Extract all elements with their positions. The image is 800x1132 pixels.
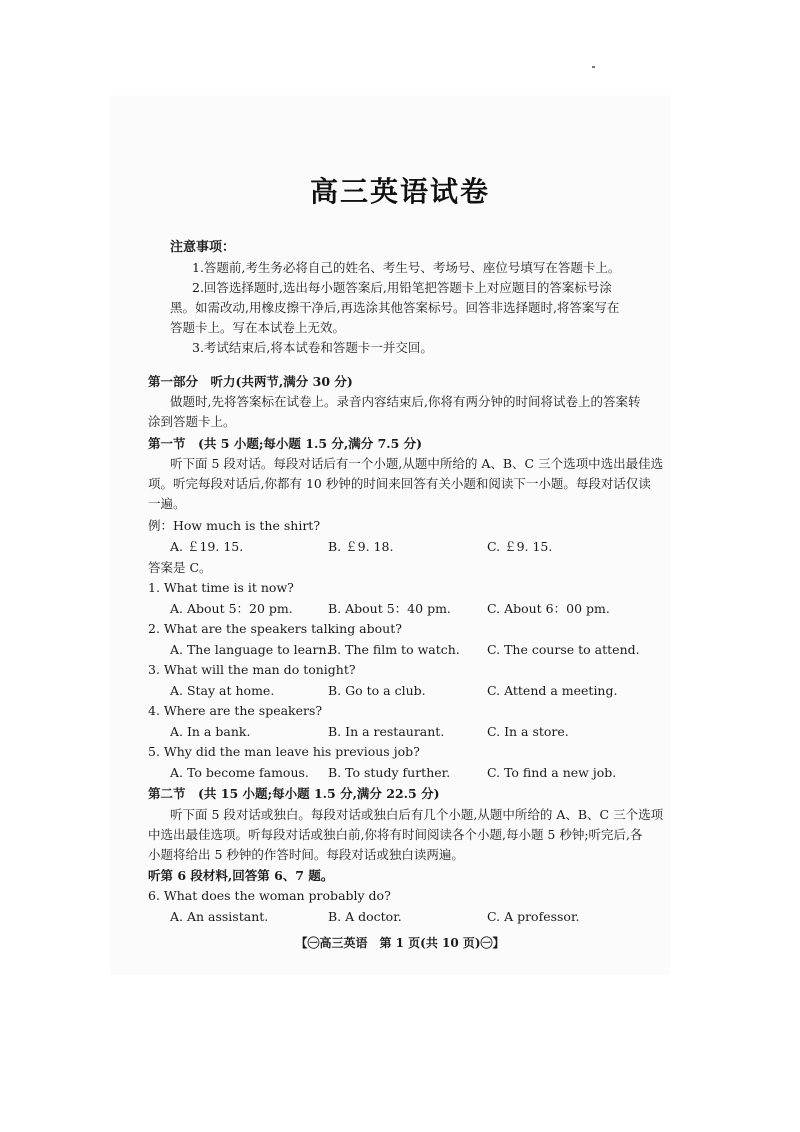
question-3-option-a: A. Stay at home.	[170, 683, 275, 698]
section2-instr-line-2: 中选出最佳选项。听每段对话或独白前,你将有时间阅读各个小题,每小题 5 秒钟;听完后,各	[148, 827, 643, 842]
question-1-option-c: C. About 6：00 pm.	[487, 601, 610, 616]
section2-heading: 第二节 (共 15 小题;每小题 1.5 分,满分 22.5 分)	[148, 786, 440, 801]
example-question: 例：How much is the shirt?	[148, 518, 321, 533]
question-1: 1. What time is it now?	[148, 580, 294, 595]
question-2-option-c: C. The course to attend.	[487, 642, 640, 657]
question-3: 3. What will the man do tonight?	[148, 662, 356, 677]
question-4-option-c: C. In a store.	[487, 724, 569, 739]
part1-heading: 第一部分 听力(共两节,满分 30 分)	[148, 374, 353, 389]
question-3-option-c: C. Attend a meeting.	[487, 683, 618, 698]
question-1-option-a: A. About 5：20 pm.	[170, 601, 293, 616]
example-option-b: B. ￡9. 18.	[328, 539, 394, 554]
question-5-option-a: A. To become famous.	[170, 765, 309, 780]
example-option-a: A. ￡19. 15.	[170, 539, 244, 554]
question-1-option-b: B. About 5：40 pm.	[328, 601, 451, 616]
notice-item-1: 1.答题前,考生务必将自己的姓名、考生号、考场号、座位号填写在答题卡上。	[192, 260, 621, 275]
section1-instr-line-3: 一遍。	[148, 496, 186, 511]
example-option-c: C. ￡9. 15.	[487, 539, 553, 554]
question-2-option-a: A. The language to learn.	[170, 642, 331, 657]
question-6-option-c: C. A professor.	[487, 909, 580, 924]
notice-item-2-line-2: 黑。如需改动,用橡皮擦干净后,再选涂其他答案标号。回答非选择题时,将答案写在	[170, 300, 620, 315]
section1-heading: 第一节 (共 5 小题;每小题 1.5 分,满分 7.5 分)	[148, 436, 423, 451]
question-2: 2. What are the speakers talking about?	[148, 621, 402, 636]
question-2-option-b: B. The film to watch.	[328, 642, 460, 657]
question-5: 5. Why did the man leave his previous job?	[148, 744, 420, 759]
part1-intro-line-2: 涂到答题卡上。	[148, 414, 236, 429]
scan-speck	[592, 66, 595, 68]
question-3-option-b: B. Go to a club.	[328, 683, 426, 698]
page-title: 高三英语试卷	[309, 175, 490, 208]
question-4-option-a: A. In a bank.	[170, 724, 251, 739]
section2-instr-line-3: 小题将给出 5 秒钟的作答时间。每段对话或独白读两遍。	[148, 847, 464, 862]
question-6-option-a: A. An assistant.	[170, 909, 269, 924]
question-6: 6. What does the woman probably do?	[148, 888, 391, 903]
section2-material: 听第 6 段材料,回答第 6、7 题。	[148, 868, 334, 883]
example-answer: 答案是 C。	[148, 560, 212, 575]
question-5-option-b: B. To study further.	[328, 765, 451, 780]
part1-intro-line-1: 做题时,先将答案标在试卷上。录音内容结束后,你将有两分钟的时间将试卷上的答案转	[170, 394, 641, 409]
question-6-option-b: B. A doctor.	[328, 909, 402, 924]
section1-instr-line-1: 听下面 5 段对话。每段对话后有一个小题,从题中所给的 A、B、C 三个选项中选出最佳选	[170, 456, 664, 471]
notice-heading: 注意事项：	[170, 240, 236, 255]
section2-instr-line-1: 听下面 5 段对话或独白。每段对话或独白后有几个小题,从题中所给的 A、B、C 三个选项	[170, 807, 664, 822]
question-4: 4. Where are the speakers?	[148, 703, 323, 718]
section1-instr-line-2: 项。听完每段对话后,你都有 10 秒钟的时间来回答有关小题和阅读下一小题。每段对话仅读	[148, 476, 651, 491]
page-footer: 【㊀高三英语 第 1 页(共 10 页)㊀】	[295, 936, 505, 950]
question-5-option-c: C. To find a new job.	[487, 765, 617, 780]
notice-item-3: 3.考试结束后,将本试卷和答题卡一并交回。	[192, 340, 433, 355]
notice-item-2-line-3: 答题卡上。写在本试卷上无效。	[170, 320, 346, 335]
question-4-option-b: B. In a restaurant.	[328, 724, 445, 739]
notice-item-2-line-1: 2.回答选择题时,选出每小题答案后,用铅笔把答题卡上对应题目的答案标号涂	[192, 280, 612, 295]
